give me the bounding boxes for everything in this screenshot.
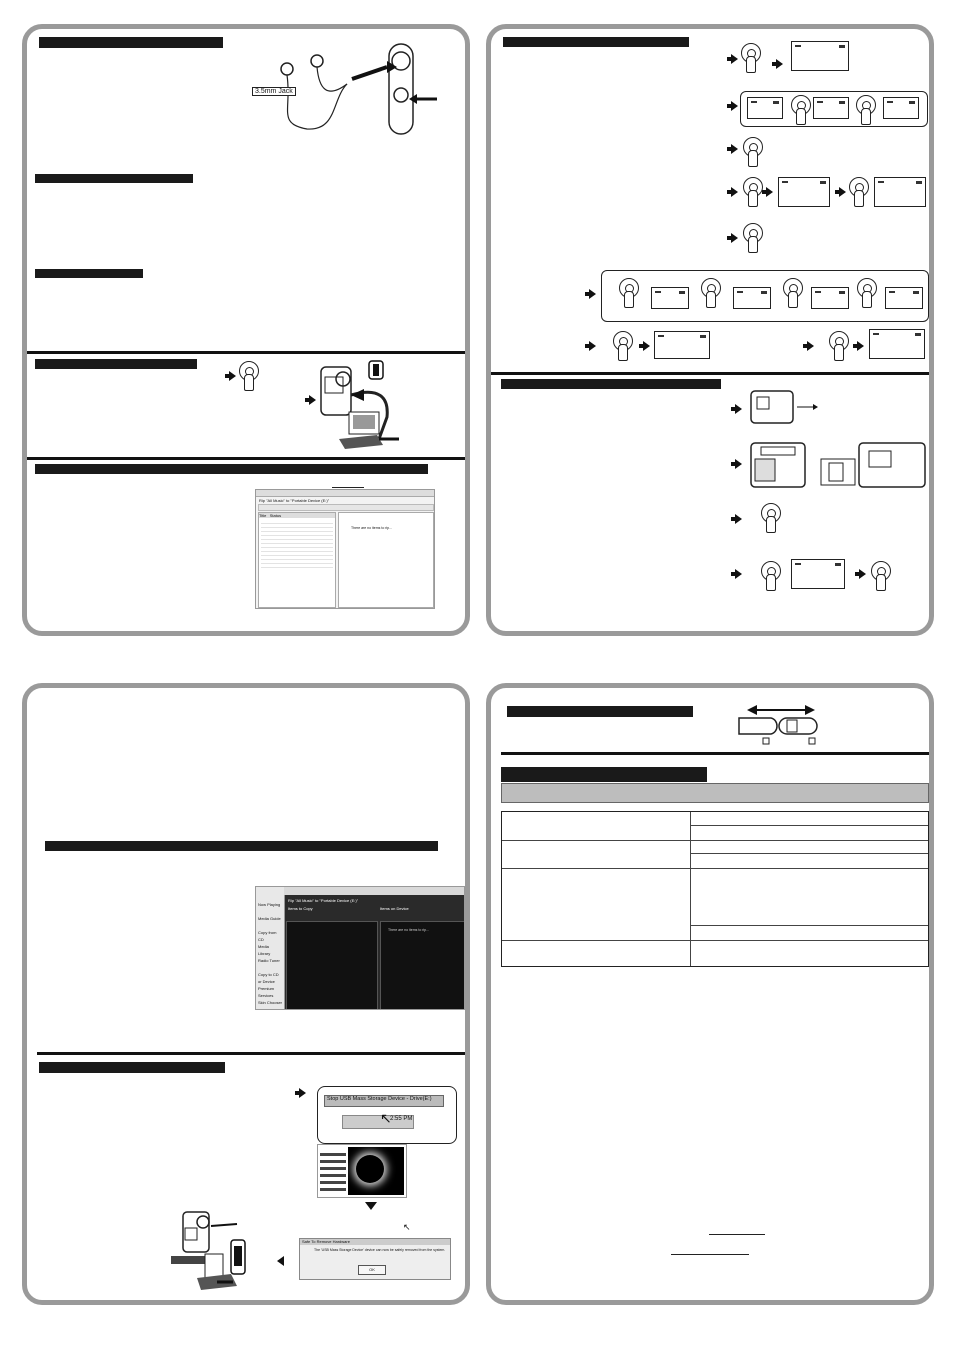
hand-press-icon	[829, 331, 851, 361]
lock-switch-illustration	[735, 700, 825, 748]
step-arrow-icon	[589, 341, 596, 351]
lcd-display-icon	[778, 177, 830, 207]
screenshot-title: Rip "All Music" to "Portable Device (E:)"	[259, 498, 330, 503]
lcd-display-icon	[791, 559, 845, 589]
divider	[27, 457, 465, 460]
section-heading-bar	[39, 37, 223, 48]
step-arrow-icon	[859, 569, 866, 579]
sidebar-item: Media Library	[258, 944, 271, 956]
step-arrow-icon	[229, 371, 236, 381]
tray-popup	[317, 1086, 457, 1144]
section-heading-bar	[35, 464, 428, 474]
lcd-display-icon	[733, 287, 771, 309]
card-insert-illustration	[749, 441, 929, 491]
safe-remove-dialog	[299, 1238, 451, 1280]
section-heading-bar	[39, 1062, 225, 1073]
cursor-icon: ↖	[403, 1222, 411, 1232]
sidebar-item: Radio Tuner	[258, 958, 280, 963]
underline-mark	[671, 1254, 749, 1255]
lcd-display-icon	[883, 97, 919, 119]
lcd-display-icon	[811, 287, 849, 309]
step-arrow-icon	[731, 54, 738, 64]
hand-press-icon	[856, 95, 878, 125]
lcd-display-icon	[874, 177, 926, 207]
sidebar-item: Copy to CD or Device	[258, 972, 279, 984]
step-arrow-icon	[731, 233, 738, 243]
step-arrow-icon	[735, 459, 742, 469]
panel-top-right	[486, 24, 934, 636]
hand-press-icon	[743, 223, 765, 253]
lcd-display-icon	[747, 97, 783, 119]
sidebar-item: Copy from CD	[258, 930, 277, 942]
step-arrow-icon	[766, 187, 773, 197]
panel-bottom-right	[486, 683, 934, 1305]
sidebar-item: Now Playing	[258, 902, 281, 907]
desktop-screenshot	[317, 1144, 407, 1198]
media-player-screenshot	[255, 886, 465, 1010]
step-arrow-icon	[839, 187, 846, 197]
underline-mark	[332, 487, 364, 488]
usb-connect-illustration	[309, 357, 449, 452]
panel-top-left	[22, 24, 470, 636]
hand-press-icon	[761, 503, 783, 533]
section-heading-bar	[35, 269, 143, 278]
section-heading-bar	[35, 174, 193, 183]
lcd-display-icon	[885, 287, 923, 309]
step-arrow-icon	[589, 289, 596, 299]
lcd-display-icon	[813, 97, 849, 119]
lcd-display-icon	[791, 41, 849, 71]
lcd-display-icon	[654, 331, 710, 359]
step-arrow-icon	[731, 187, 738, 197]
divider	[501, 752, 929, 755]
divider	[27, 351, 465, 354]
section-heading-bar	[507, 706, 693, 717]
step-arrow-icon	[643, 341, 650, 351]
hand-press-icon	[741, 43, 763, 73]
section-heading-bar	[503, 37, 689, 47]
step-arrow-icon	[857, 341, 864, 351]
hand-press-icon	[701, 278, 723, 308]
empty-message: There are no items to rip...	[388, 928, 430, 932]
column-header: Status	[269, 513, 282, 518]
left-arrow-icon	[277, 1256, 284, 1266]
hand-press-icon	[783, 278, 805, 308]
step-arrow-icon	[299, 1088, 306, 1098]
unplug-illustration	[167, 1208, 277, 1298]
hand-press-icon	[871, 561, 893, 591]
step-arrow-icon	[735, 514, 742, 524]
hand-press-icon	[849, 177, 871, 207]
section-heading-bar	[501, 767, 707, 782]
hand-press-icon	[613, 331, 635, 361]
step-arrow-icon	[735, 404, 742, 414]
dialog-title: Safe To Remove Hardware	[300, 1239, 450, 1245]
step-arrow-icon	[735, 569, 742, 579]
step-arrow-icon	[731, 144, 738, 154]
items-to-copy-label: Items to Copy	[288, 906, 313, 911]
card-slot-illustration	[749, 387, 819, 427]
spec-table	[501, 811, 929, 967]
hand-rotate-icon	[743, 137, 765, 167]
hand-press-icon	[791, 95, 813, 125]
lcd-display-icon	[869, 329, 925, 359]
lcd-display-icon	[651, 287, 689, 309]
cursor-icon: ↖	[380, 1110, 392, 1126]
empty-message: There are no items to rip...	[351, 526, 393, 530]
screenshot-title: Rip "All Music" to "Portable Device (E:)"	[288, 898, 359, 903]
hand-press-icon	[857, 278, 879, 308]
items-on-device-label: Items on Device	[380, 906, 409, 911]
sidebar-item: Premium Services	[258, 986, 275, 998]
column-header: Title	[259, 513, 267, 518]
tray-clock: 2:55 PM	[390, 1116, 413, 1122]
step-arrow-icon	[776, 59, 783, 69]
down-arrow-icon	[365, 1202, 377, 1210]
underline-mark	[709, 1234, 765, 1235]
section-heading-bar	[35, 359, 197, 369]
eject-menu-item[interactable]: Stop USB Mass Storage Device - Drive(E:)	[324, 1095, 444, 1107]
panel-bottom-left	[22, 683, 470, 1305]
dialog-text: The 'USB Mass Storage Device' device can now be safely removed from the system.	[314, 1248, 446, 1252]
section-heading-bar	[45, 841, 438, 851]
table-header-band	[501, 783, 929, 803]
jack-label: 3.5mm Jack	[252, 87, 296, 96]
section-heading-bar	[501, 379, 721, 389]
hand-press-icon	[761, 561, 783, 591]
divider	[491, 372, 929, 375]
sidebar-item: Skin Chooser	[258, 1000, 283, 1005]
hand-press-icon	[619, 278, 641, 308]
ok-button[interactable]: OK	[358, 1265, 386, 1275]
hand-press-icon	[239, 361, 261, 391]
step-arrow-icon	[731, 101, 738, 111]
media-player-screenshot	[255, 489, 435, 609]
sidebar-item: Media Guide	[258, 916, 281, 921]
divider	[37, 1052, 465, 1055]
step-arrow-icon	[807, 341, 814, 351]
